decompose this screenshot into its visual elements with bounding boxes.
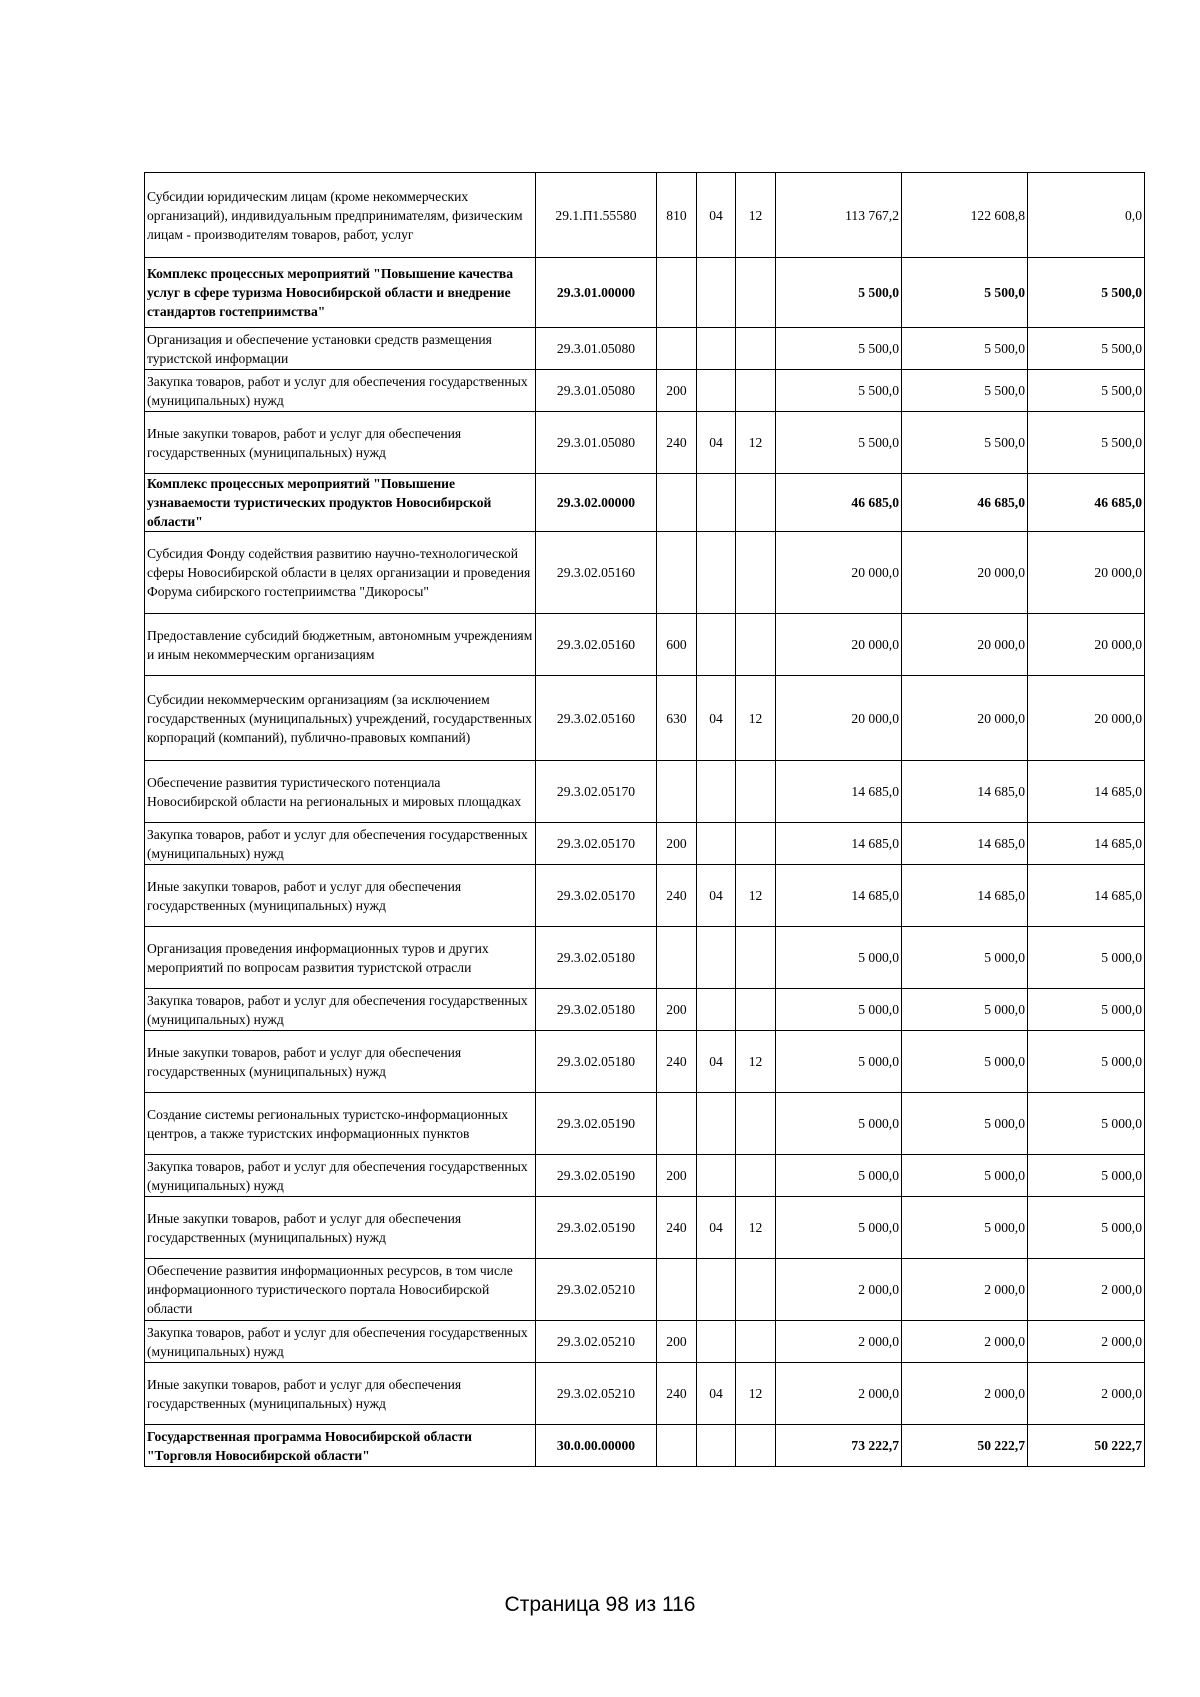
row-name: Комплекс процессных мероприятий "Повышение качества услуг в сфере туризма Новосибирской области и внедрение стандартов гостеприимства" xyxy=(145,258,536,328)
row-code: 29.3.02.05210 xyxy=(536,1321,657,1363)
row-value-year-2: 5 000,0 xyxy=(902,989,1028,1031)
row-section xyxy=(697,532,736,614)
row-value-year-1: 5 000,0 xyxy=(776,989,902,1031)
row-name: Организация проведения информационных туров и других мероприятий по вопросам развития туристской отрасли xyxy=(145,927,536,989)
row-code: 29.3.02.05180 xyxy=(536,927,657,989)
row-subsection xyxy=(736,532,776,614)
row-value-year-2: 5 500,0 xyxy=(902,258,1028,328)
row-code: 29.3.02.05210 xyxy=(536,1259,657,1321)
row-section xyxy=(697,1321,736,1363)
row-subsection xyxy=(736,1259,776,1321)
row-subsection xyxy=(736,474,776,532)
row-value-year-3: 2 000,0 xyxy=(1028,1363,1145,1425)
row-value-year-1: 5 000,0 xyxy=(776,1155,902,1197)
row-value-year-2: 5 000,0 xyxy=(902,1155,1028,1197)
row-name: Закупка товаров, работ и услуг для обеспечения государственных (муниципальных) нужд xyxy=(145,989,536,1031)
table-row xyxy=(145,1093,1145,1155)
row-value-year-3: 5 000,0 xyxy=(1028,927,1145,989)
table-row xyxy=(145,927,1145,989)
row-value-year-1: 5 500,0 xyxy=(776,370,902,412)
table-row xyxy=(145,412,1145,474)
row-value-year-1: 113 767,2 xyxy=(776,173,902,258)
row-value-year-2: 14 685,0 xyxy=(902,761,1028,823)
table-row xyxy=(145,370,1145,412)
row-value-year-1: 5 500,0 xyxy=(776,258,902,328)
row-name: Закупка товаров, работ и услуг для обеспечения государственных (муниципальных) нужд xyxy=(145,1155,536,1197)
row-name: Закупка товаров, работ и услуг для обеспечения государственных (муниципальных) нужд xyxy=(145,823,536,865)
row-expense-type xyxy=(657,328,697,370)
row-name: Иные закупки товаров, работ и услуг для обеспечения государственных (муниципальных) нужд xyxy=(145,1031,536,1093)
row-code: 29.3.01.05080 xyxy=(536,328,657,370)
row-section xyxy=(697,927,736,989)
row-expense-type xyxy=(657,761,697,823)
row-value-year-1: 5 000,0 xyxy=(776,1093,902,1155)
row-section: 04 xyxy=(697,1363,736,1425)
row-section: 04 xyxy=(697,1197,736,1259)
row-subsection xyxy=(736,761,776,823)
row-value-year-3: 46 685,0 xyxy=(1028,474,1145,532)
row-expense-type xyxy=(657,1259,697,1321)
row-value-year-1: 14 685,0 xyxy=(776,761,902,823)
row-value-year-2: 14 685,0 xyxy=(902,823,1028,865)
row-section xyxy=(697,258,736,328)
row-expense-type: 810 xyxy=(657,173,697,258)
row-section xyxy=(697,823,736,865)
row-value-year-1: 5 000,0 xyxy=(776,1197,902,1259)
row-expense-type: 240 xyxy=(657,412,697,474)
row-value-year-1: 14 685,0 xyxy=(776,865,902,927)
row-subsection: 12 xyxy=(736,412,776,474)
row-subsection: 12 xyxy=(736,1031,776,1093)
row-subsection: 12 xyxy=(736,676,776,761)
row-expense-type: 630 xyxy=(657,676,697,761)
row-subsection xyxy=(736,823,776,865)
row-value-year-3: 5 500,0 xyxy=(1028,370,1145,412)
row-expense-type: 200 xyxy=(657,370,697,412)
row-code: 29.3.02.05160 xyxy=(536,532,657,614)
row-value-year-1: 5 000,0 xyxy=(776,1031,902,1093)
table-row xyxy=(145,1259,1145,1321)
row-expense-type xyxy=(657,1093,697,1155)
row-expense-type xyxy=(657,258,697,328)
row-expense-type: 200 xyxy=(657,1321,697,1363)
row-name: Комплекс процессных мероприятий "Повышение узнаваемости туристических продуктов Новосибирской области" xyxy=(145,474,536,532)
row-name: Субсидии некоммерческим организациям (за исключением государственных (муниципальных) учреждений, государственных корпораций (компаний), публично-правовых компаний) xyxy=(145,676,536,761)
row-value-year-1: 73 222,7 xyxy=(776,1425,902,1467)
row-section xyxy=(697,1259,736,1321)
row-section: 04 xyxy=(697,1031,736,1093)
row-value-year-1: 20 000,0 xyxy=(776,614,902,676)
row-subsection xyxy=(736,927,776,989)
row-name: Субсидия Фонду содействия развитию научно-технологической сферы Новосибирской области в целях организации и проведения Форума сибирского гостеприимства "Дикоросы" xyxy=(145,532,536,614)
row-code: 29.3.01.00000 xyxy=(536,258,657,328)
row-section xyxy=(697,1093,736,1155)
row-section xyxy=(697,1425,736,1467)
row-section xyxy=(697,370,736,412)
row-value-year-3: 20 000,0 xyxy=(1028,532,1145,614)
table-row xyxy=(145,1425,1145,1467)
row-subsection: 12 xyxy=(736,865,776,927)
table-row xyxy=(145,1197,1145,1259)
row-name: Иные закупки товаров, работ и услуг для обеспечения государственных (муниципальных) нужд xyxy=(145,865,536,927)
row-name: Субсидии юридическим лицам (кроме некоммерческих организаций), индивидуальным предпринимателям, физическим лицам - производителям товаров, работ, услуг xyxy=(145,173,536,258)
row-value-year-1: 20 000,0 xyxy=(776,532,902,614)
row-subsection: 12 xyxy=(736,1197,776,1259)
row-name: Иные закупки товаров, работ и услуг для обеспечения государственных (муниципальных) нужд xyxy=(145,1197,536,1259)
row-expense-type xyxy=(657,927,697,989)
budget-table-container xyxy=(144,172,1144,1467)
row-name: Создание системы региональных туристско-информационных центров, а также туристских информационных пунктов xyxy=(145,1093,536,1155)
row-value-year-3: 5 000,0 xyxy=(1028,1197,1145,1259)
row-expense-type: 200 xyxy=(657,989,697,1031)
row-value-year-3: 20 000,0 xyxy=(1028,614,1145,676)
row-section xyxy=(697,761,736,823)
row-expense-type xyxy=(657,1425,697,1467)
row-name: Организация и обеспечение установки средств размещения туристской информации xyxy=(145,328,536,370)
row-name: Обеспечение развития информационных ресурсов, в том числе информационного туристического портала Новосибирской области xyxy=(145,1259,536,1321)
row-value-year-1: 46 685,0 xyxy=(776,474,902,532)
row-value-year-3: 5 000,0 xyxy=(1028,1155,1145,1197)
row-expense-type xyxy=(657,532,697,614)
row-code: 29.3.02.05190 xyxy=(536,1093,657,1155)
row-value-year-2: 5 000,0 xyxy=(902,1093,1028,1155)
row-subsection xyxy=(736,1093,776,1155)
row-subsection xyxy=(736,258,776,328)
row-code: 29.3.02.05210 xyxy=(536,1363,657,1425)
row-code: 29.3.01.05080 xyxy=(536,370,657,412)
row-code: 29.3.02.05170 xyxy=(536,865,657,927)
row-code: 29.3.02.05170 xyxy=(536,823,657,865)
row-name: Иные закупки товаров, работ и услуг для обеспечения государственных (муниципальных) нужд xyxy=(145,412,536,474)
row-subsection xyxy=(736,328,776,370)
row-value-year-3: 5 500,0 xyxy=(1028,258,1145,328)
row-value-year-1: 5 000,0 xyxy=(776,927,902,989)
budget-table-body xyxy=(145,173,1145,1467)
row-value-year-2: 20 000,0 xyxy=(902,532,1028,614)
row-value-year-1: 14 685,0 xyxy=(776,823,902,865)
row-value-year-3: 2 000,0 xyxy=(1028,1259,1145,1321)
row-code: 29.3.02.05190 xyxy=(536,1155,657,1197)
row-value-year-2: 5 000,0 xyxy=(902,1031,1028,1093)
row-section xyxy=(697,328,736,370)
row-section xyxy=(697,989,736,1031)
row-subsection xyxy=(736,1155,776,1197)
row-section xyxy=(697,1155,736,1197)
row-expense-type: 200 xyxy=(657,1155,697,1197)
row-expense-type: 240 xyxy=(657,1363,697,1425)
row-value-year-3: 5 000,0 xyxy=(1028,1093,1145,1155)
row-value-year-3: 14 685,0 xyxy=(1028,865,1145,927)
table-row xyxy=(145,676,1145,761)
row-code: 29.3.02.00000 xyxy=(536,474,657,532)
row-expense-type: 240 xyxy=(657,865,697,927)
row-expense-type: 240 xyxy=(657,1197,697,1259)
table-row xyxy=(145,989,1145,1031)
table-row xyxy=(145,865,1145,927)
row-value-year-2: 5 500,0 xyxy=(902,412,1028,474)
row-subsection xyxy=(736,1425,776,1467)
row-value-year-3: 2 000,0 xyxy=(1028,1321,1145,1363)
table-row xyxy=(145,328,1145,370)
row-section xyxy=(697,474,736,532)
row-value-year-3: 20 000,0 xyxy=(1028,676,1145,761)
row-name: Обеспечение развития туристического потенциала Новосибирской области на региональных и мировых площадках xyxy=(145,761,536,823)
row-subsection xyxy=(736,989,776,1031)
row-code: 29.1.П1.55580 xyxy=(536,173,657,258)
table-row xyxy=(145,258,1145,328)
row-section: 04 xyxy=(697,676,736,761)
row-section: 04 xyxy=(697,173,736,258)
row-value-year-3: 14 685,0 xyxy=(1028,823,1145,865)
row-value-year-2: 14 685,0 xyxy=(902,865,1028,927)
row-value-year-3: 50 222,7 xyxy=(1028,1425,1145,1467)
row-value-year-2: 5 500,0 xyxy=(902,328,1028,370)
row-value-year-3: 5 500,0 xyxy=(1028,328,1145,370)
row-value-year-3: 5 500,0 xyxy=(1028,412,1145,474)
table-row xyxy=(145,761,1145,823)
row-subsection: 12 xyxy=(736,1363,776,1425)
row-value-year-2: 46 685,0 xyxy=(902,474,1028,532)
row-code: 29.3.02.05180 xyxy=(536,989,657,1031)
table-row xyxy=(145,1363,1145,1425)
row-value-year-2: 20 000,0 xyxy=(902,676,1028,761)
row-name: Государственная программа Новосибирской области "Торговля Новосибирской области" xyxy=(145,1425,536,1467)
table-row xyxy=(145,1031,1145,1093)
row-value-year-2: 50 222,7 xyxy=(902,1425,1028,1467)
row-value-year-2: 2 000,0 xyxy=(902,1259,1028,1321)
row-value-year-3: 5 000,0 xyxy=(1028,1031,1145,1093)
row-value-year-3: 5 000,0 xyxy=(1028,989,1145,1031)
table-row xyxy=(145,614,1145,676)
table-row xyxy=(145,474,1145,532)
row-section: 04 xyxy=(697,412,736,474)
table-row xyxy=(145,532,1145,614)
row-value-year-2: 5 500,0 xyxy=(902,370,1028,412)
row-value-year-1: 5 500,0 xyxy=(776,412,902,474)
row-name: Закупка товаров, работ и услуг для обеспечения государственных (муниципальных) нужд xyxy=(145,1321,536,1363)
row-value-year-2: 5 000,0 xyxy=(902,927,1028,989)
row-section: 04 xyxy=(697,865,736,927)
table-row xyxy=(145,823,1145,865)
row-expense-type xyxy=(657,474,697,532)
row-expense-type: 600 xyxy=(657,614,697,676)
row-subsection: 12 xyxy=(736,173,776,258)
row-value-year-2: 2 000,0 xyxy=(902,1321,1028,1363)
row-code: 29.3.01.05080 xyxy=(536,412,657,474)
row-code: 29.3.02.05190 xyxy=(536,1197,657,1259)
row-code: 29.3.02.05180 xyxy=(536,1031,657,1093)
row-value-year-2: 20 000,0 xyxy=(902,614,1028,676)
row-subsection xyxy=(736,614,776,676)
row-value-year-1: 2 000,0 xyxy=(776,1363,902,1425)
row-subsection xyxy=(736,370,776,412)
row-value-year-1: 2 000,0 xyxy=(776,1259,902,1321)
row-name: Предоставление субсидий бюджетным, автономным учреждениям и иным некоммерческим организациям xyxy=(145,614,536,676)
row-expense-type: 240 xyxy=(657,1031,697,1093)
row-name: Закупка товаров, работ и услуг для обеспечения государственных (муниципальных) нужд xyxy=(145,370,536,412)
budget-table xyxy=(144,172,1145,1467)
table-row xyxy=(145,173,1145,258)
row-code: 29.3.02.05160 xyxy=(536,614,657,676)
row-value-year-3: 0,0 xyxy=(1028,173,1145,258)
table-row xyxy=(145,1321,1145,1363)
row-expense-type: 200 xyxy=(657,823,697,865)
row-value-year-1: 2 000,0 xyxy=(776,1321,902,1363)
page-number: Страница 98 из 116 xyxy=(504,1593,696,1616)
row-code: 29.3.02.05170 xyxy=(536,761,657,823)
row-name: Иные закупки товаров, работ и услуг для обеспечения государственных (муниципальных) нужд xyxy=(145,1363,536,1425)
row-value-year-1: 5 500,0 xyxy=(776,328,902,370)
row-section xyxy=(697,614,736,676)
table-row xyxy=(145,1155,1145,1197)
row-value-year-2: 2 000,0 xyxy=(902,1363,1028,1425)
row-code: 30.0.00.00000 xyxy=(536,1425,657,1467)
row-value-year-2: 122 608,8 xyxy=(902,173,1028,258)
row-subsection xyxy=(736,1321,776,1363)
row-code: 29.3.02.05160 xyxy=(536,676,657,761)
row-value-year-1: 20 000,0 xyxy=(776,676,902,761)
row-value-year-3: 14 685,0 xyxy=(1028,761,1145,823)
row-value-year-2: 5 000,0 xyxy=(902,1197,1028,1259)
